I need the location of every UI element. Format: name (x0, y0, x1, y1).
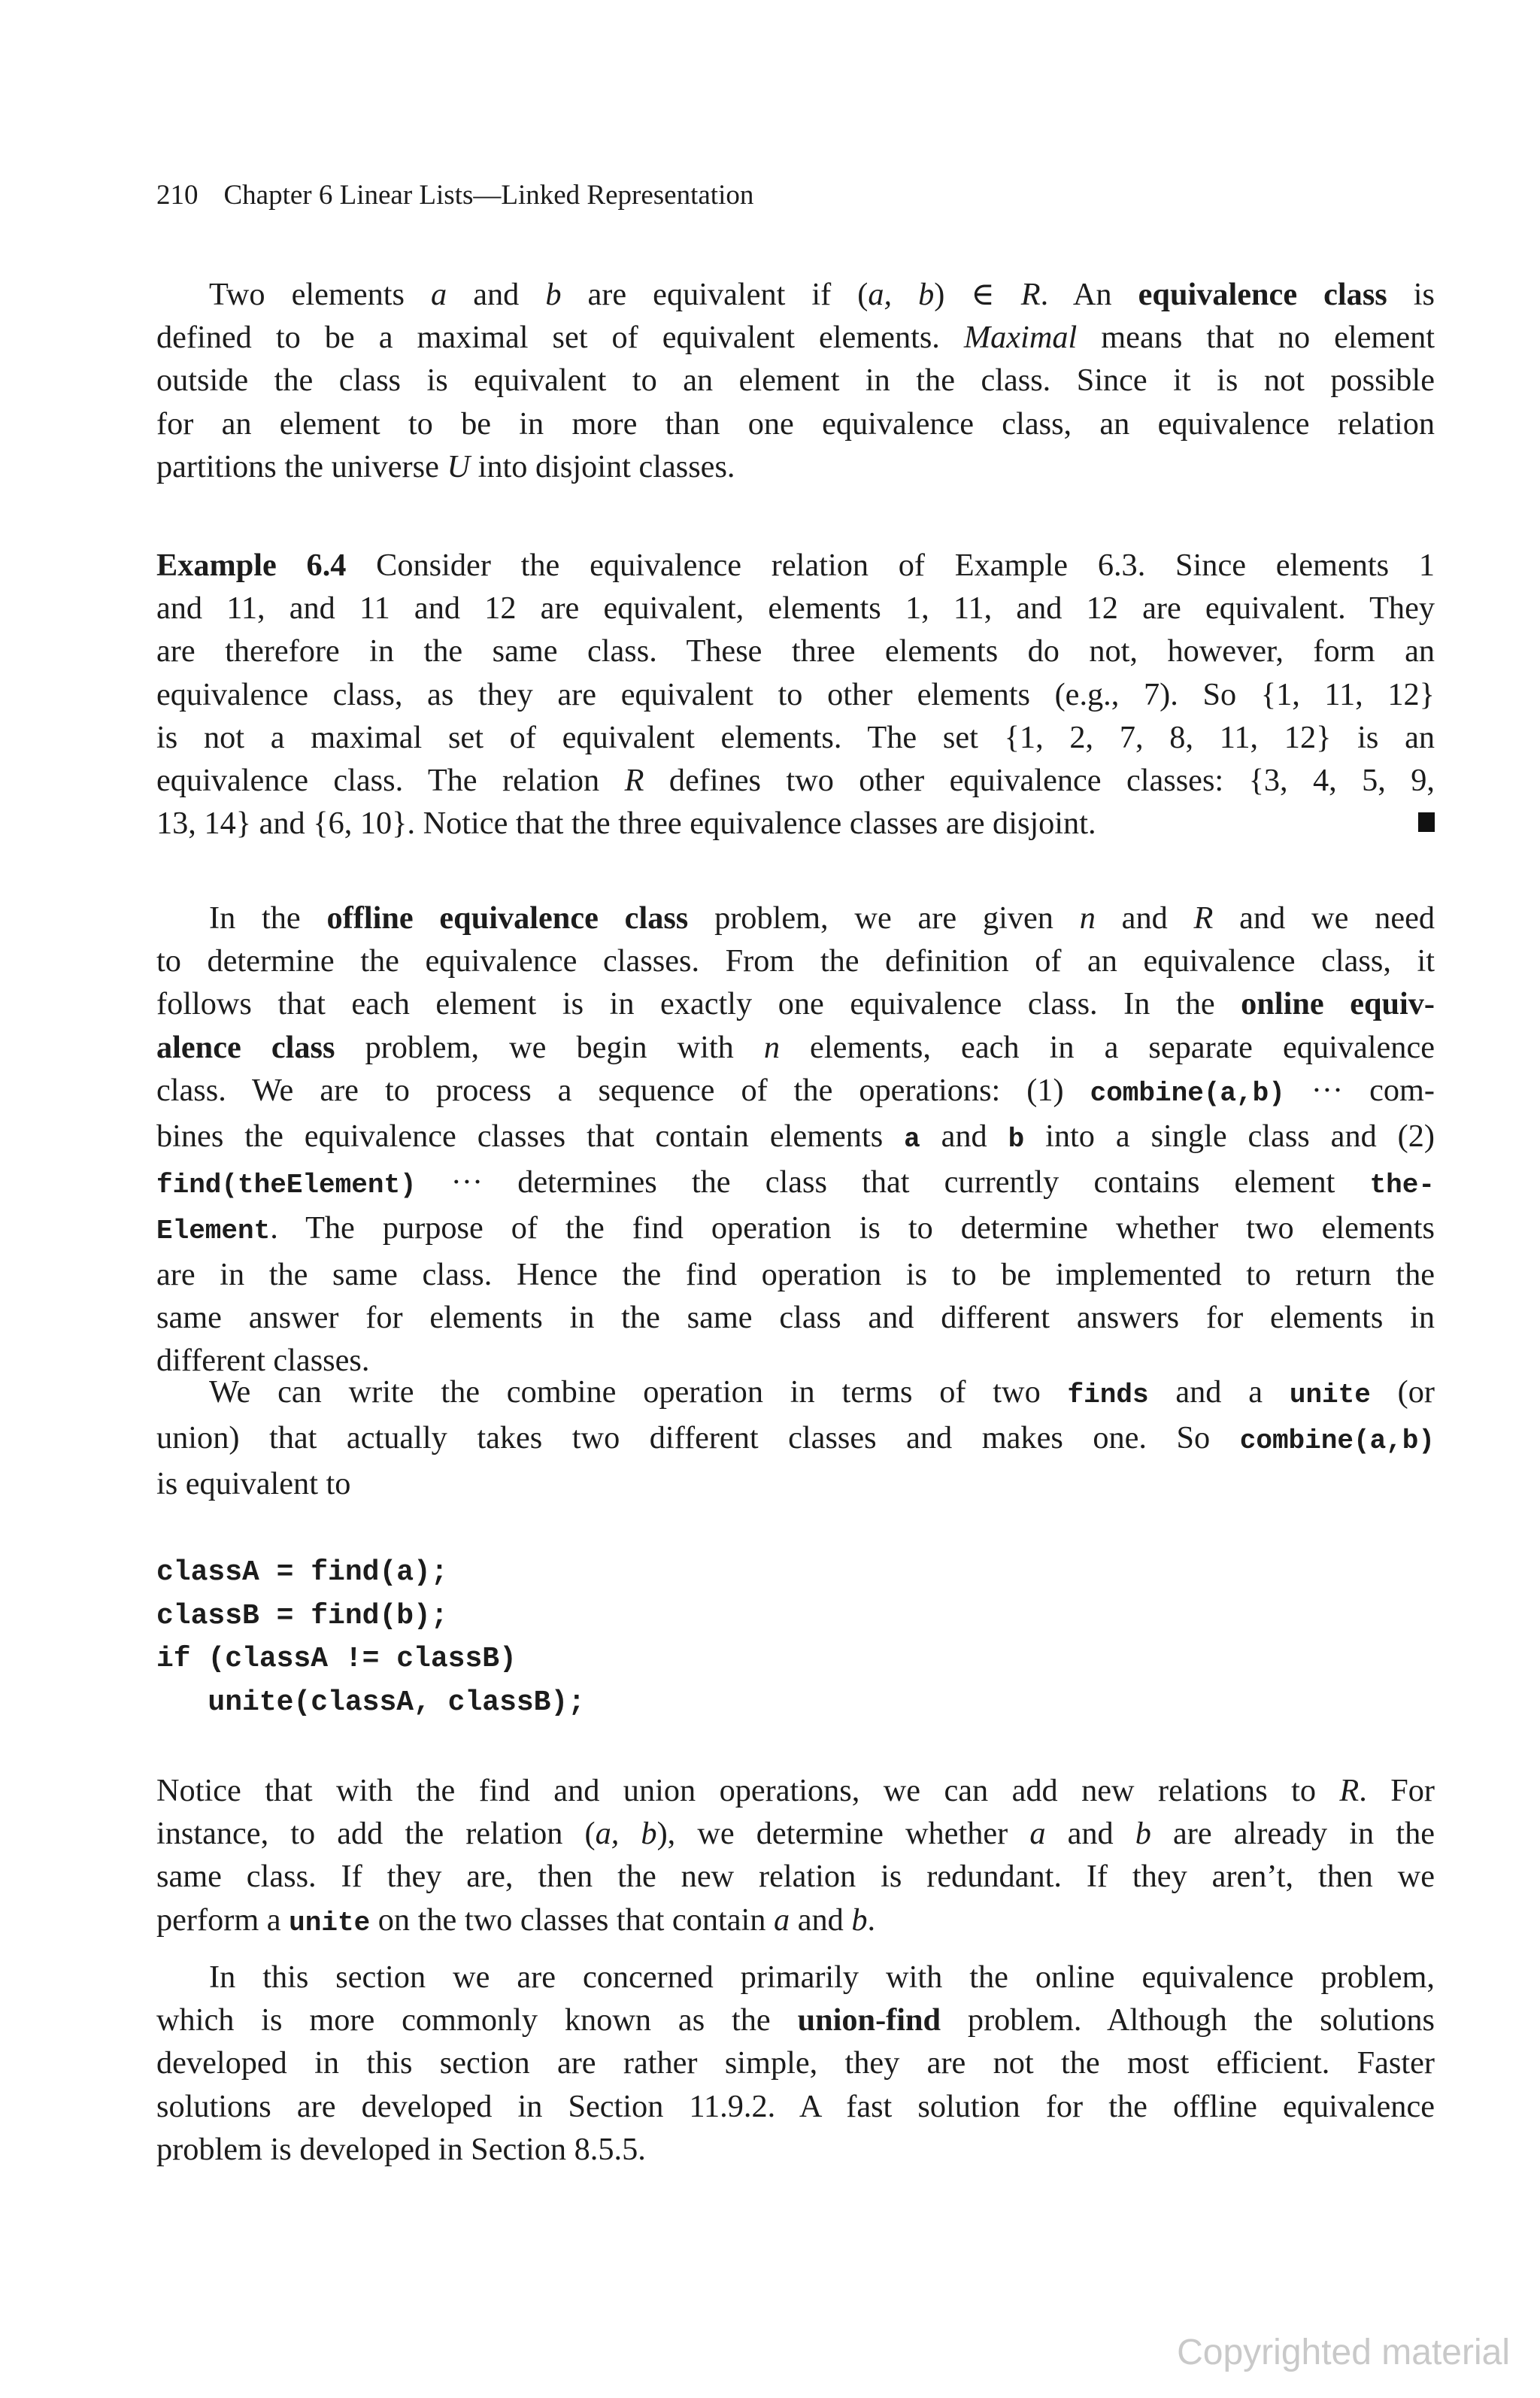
text-line: defined to be a maximal set of equivalent elements. Maximal means that no element (156, 320, 1435, 356)
paragraph-offline-online-problem (156, 897, 1435, 1382)
text-line: perform a unite on the two classes that contain a and b. (156, 1902, 876, 1938)
text-line: class. We are to process a sequence of the operations: (1) combine(a,b) ··· com- (156, 1072, 1435, 1109)
code-line: classB = find(b); (156, 1599, 448, 1632)
text-line: Two elements a and b are equivalent if (a, b) ∈ R. An equivalence class is (209, 277, 1435, 312)
example-label: Example 6.4 (156, 548, 347, 583)
text-line: Example 6.4 Consider the equivalence relation of Example 6.3. Since elements 1 (156, 548, 1435, 583)
code-find: find(theElement) (156, 1170, 417, 1201)
paragraph-equivalence-class-definition (156, 273, 1435, 488)
text-line: partitions the universe U into disjoint classes. (156, 448, 735, 484)
text-line: bines the equivalence classes that contain elements a and b into a single class and (2) (156, 1119, 1435, 1155)
text-line: In this section we are concerned primarily with the online equivalence problem, (209, 1959, 1435, 1995)
text-line: find(theElement) ··· determines the class that currently contains element the- (156, 1164, 1435, 1201)
text-line: solutions are developed in Section 11.9.2. A fast solution for the offline equivalence (156, 2088, 1435, 2124)
text-line: equivalence class. The relation R defines two other equivalence classes: {3, 4, 5, 9, (156, 763, 1435, 799)
term-online-equivalence-class: online equiv- (1241, 986, 1435, 1022)
text-line: different classes. (156, 1343, 370, 1379)
term-equivalence-class: equivalence class (1138, 277, 1387, 312)
paragraph-combine-operation (156, 1371, 1435, 1506)
text-line: Element. The purpose of the find operation is to determine whether two elements (156, 1210, 1435, 1247)
text-line: and 11, and 11 and 12 are equivalent, elements 1, 11, and 12 are equivalent. They (156, 590, 1435, 627)
page-number: 210 (156, 180, 199, 211)
code-combine: combine(a,b) (1090, 1077, 1285, 1109)
text-line: Notice that with the find and union operations, we can add new relations to R. For (156, 1773, 1435, 1808)
code-line: if (classA != classB) (156, 1643, 517, 1675)
term-offline-equivalence-class: offline equivalence class (326, 900, 689, 936)
text-line: follows that each element is in exactly one equivalence class. In the online equiv- (156, 986, 1435, 1022)
text-line: developed in this section are rather simple, they are not the most efficient. Faster (156, 2045, 1435, 2081)
example-6-4 (156, 544, 1435, 845)
text-line: problem is developed in Section 8.5.5. (156, 2131, 646, 2167)
running-title: Chapter 6 Linear Lists—Linked Representation (223, 180, 754, 211)
code-listing (156, 1551, 1435, 1724)
text-line: instance, to add the relation (a, b), we determine whether a and b are already in the (156, 1816, 1435, 1852)
text-line: equivalence class, as they are equivalent to other elements (e.g., 7). So {1, 11, 12} (156, 676, 1435, 712)
paragraph-union-find (156, 1956, 1435, 2171)
text-line: to determine the equivalence classes. From the definition of an equivalence class, it (156, 943, 1435, 979)
text-line: union) that actually takes two different classes and makes one. So combine(a,b) (156, 1420, 1435, 1457)
text-line: We can write the combine operation in terms of two finds and a unite (or (209, 1374, 1435, 1410)
code-line: classA = find(a); (156, 1556, 448, 1589)
text-line: are in the same class. Hence the find operation is to be implemented to return the (156, 1256, 1435, 1292)
end-of-example-marker (1418, 812, 1435, 832)
text-line: which is more commonly known as the union-find problem. Although the solutions (156, 2002, 1435, 2038)
text-line: 13, 14} and {6, 10}. Notice that the three equivalence classes are disjoint. (156, 802, 1435, 845)
copyright-watermark: Copyrighted material (1177, 2333, 1510, 2372)
text-line: for an element to be in more than one equivalence class, an equivalence relation (156, 405, 1435, 442)
text-line: is not a maximal set of equivalent elements. The set {1, 2, 7, 8, 11, 12} is an (156, 719, 1435, 755)
term-union-find: union-find (797, 2002, 941, 2038)
text-line: same class. If they are, then the new relation is redundant. If they aren’t, then we (156, 1859, 1435, 1895)
running-header (156, 179, 753, 211)
text-line: alence class problem, we begin with n elements, each in a separate equivalence (156, 1029, 1435, 1065)
text-line: is equivalent to (156, 1466, 351, 1502)
text-line: In the offline equivalence class problem, we are given n and R and we need (209, 900, 1435, 936)
code-line: unite(classA, classB); (156, 1686, 586, 1719)
text-line: outside the class is equivalent to an element in the class. Since it is not possible (156, 363, 1435, 399)
paragraph-adding-relations (156, 1769, 1435, 1944)
text-line: are therefore in the same class. These three elements do not, however, form an (156, 633, 1435, 669)
text-line: same answer for elements in the same class and different answers for elements in (156, 1299, 1435, 1335)
